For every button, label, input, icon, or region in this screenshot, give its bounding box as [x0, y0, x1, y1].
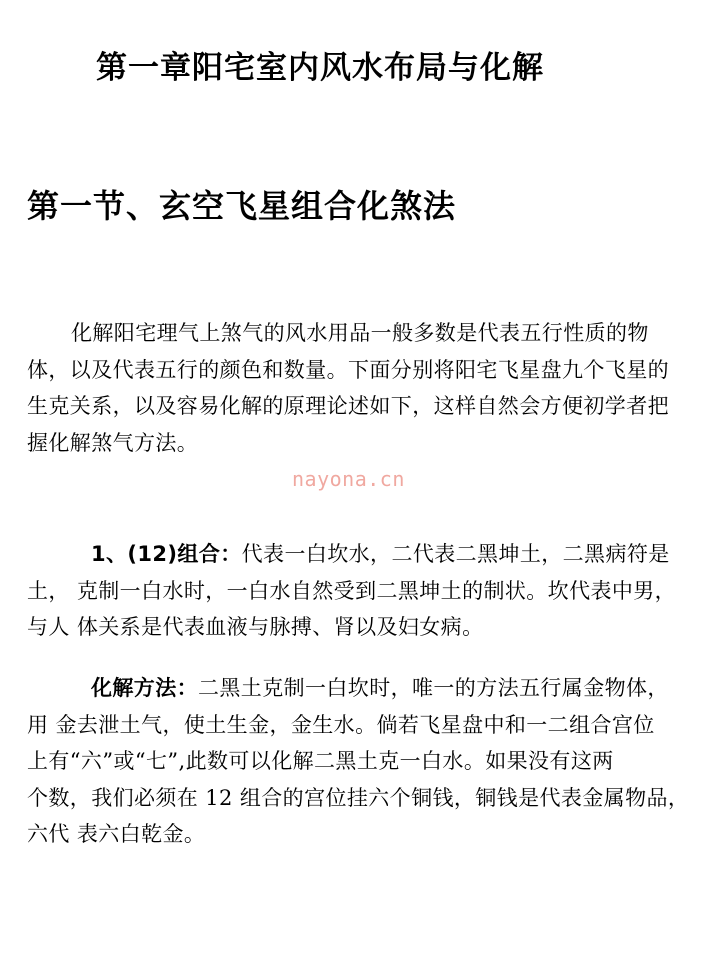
paragraph-line: 土， 克制一白水时，一白水自然受到二黑坤土的制状。坎代表中男，	[27, 578, 677, 603]
paragraph-line: 六代 表六白乾金。	[27, 822, 206, 846]
paragraph-line: 握化解煞气方法。	[27, 430, 199, 455]
intro-paragraph	[27, 315, 697, 461]
method-label: 化解方法：	[91, 676, 198, 700]
method-paragraph	[27, 670, 697, 853]
paragraph-line: 用 金去泄土气，使土生金，金生水。倘若飞星盘中和一二组合宫位	[27, 712, 655, 737]
item1-label: 1、(12)组合：	[91, 542, 242, 566]
paragraph-line	[27, 670, 697, 707]
paragraph-line: 与人 体关系是代表血液与脉搏、肾以及妇女病。	[27, 615, 484, 639]
watermark: nayona.cn	[292, 467, 405, 491]
paragraph-line: 化解阳宅理气上煞气的风水用品一般多数是代表五行性质的物	[71, 321, 649, 345]
item1-text: 代表一白坎水，二代表二黑坤土，二黑病符是	[241, 542, 670, 566]
item1-paragraph	[27, 536, 697, 646]
chapter-title: 第一章阳宅室内风水布局与化解	[96, 50, 544, 86]
paragraph-line: 生克关系，以及容易化解的原理论述如下，这样自然会方便初学者把	[27, 394, 669, 418]
paragraph-line: 体，以及代表五行的颜色和数量。下面分别将阳宅飞星盘九个飞星的	[27, 357, 669, 382]
paragraph-line	[27, 536, 697, 573]
paragraph-line: 个数，我们必须在 12 组合的宫位挂六个铜钱，铜钱是代表金属物品，	[27, 785, 690, 810]
paragraph-line: 上有“六”或“七”,此数可以化解二黑土克一白水。如果没有这两	[27, 749, 614, 773]
section-title: 第一节、玄空飞星组合化煞法	[27, 187, 457, 225]
method-text: 二黑土克制一白坎时，唯一的方法五行属金物体，	[198, 676, 669, 700]
